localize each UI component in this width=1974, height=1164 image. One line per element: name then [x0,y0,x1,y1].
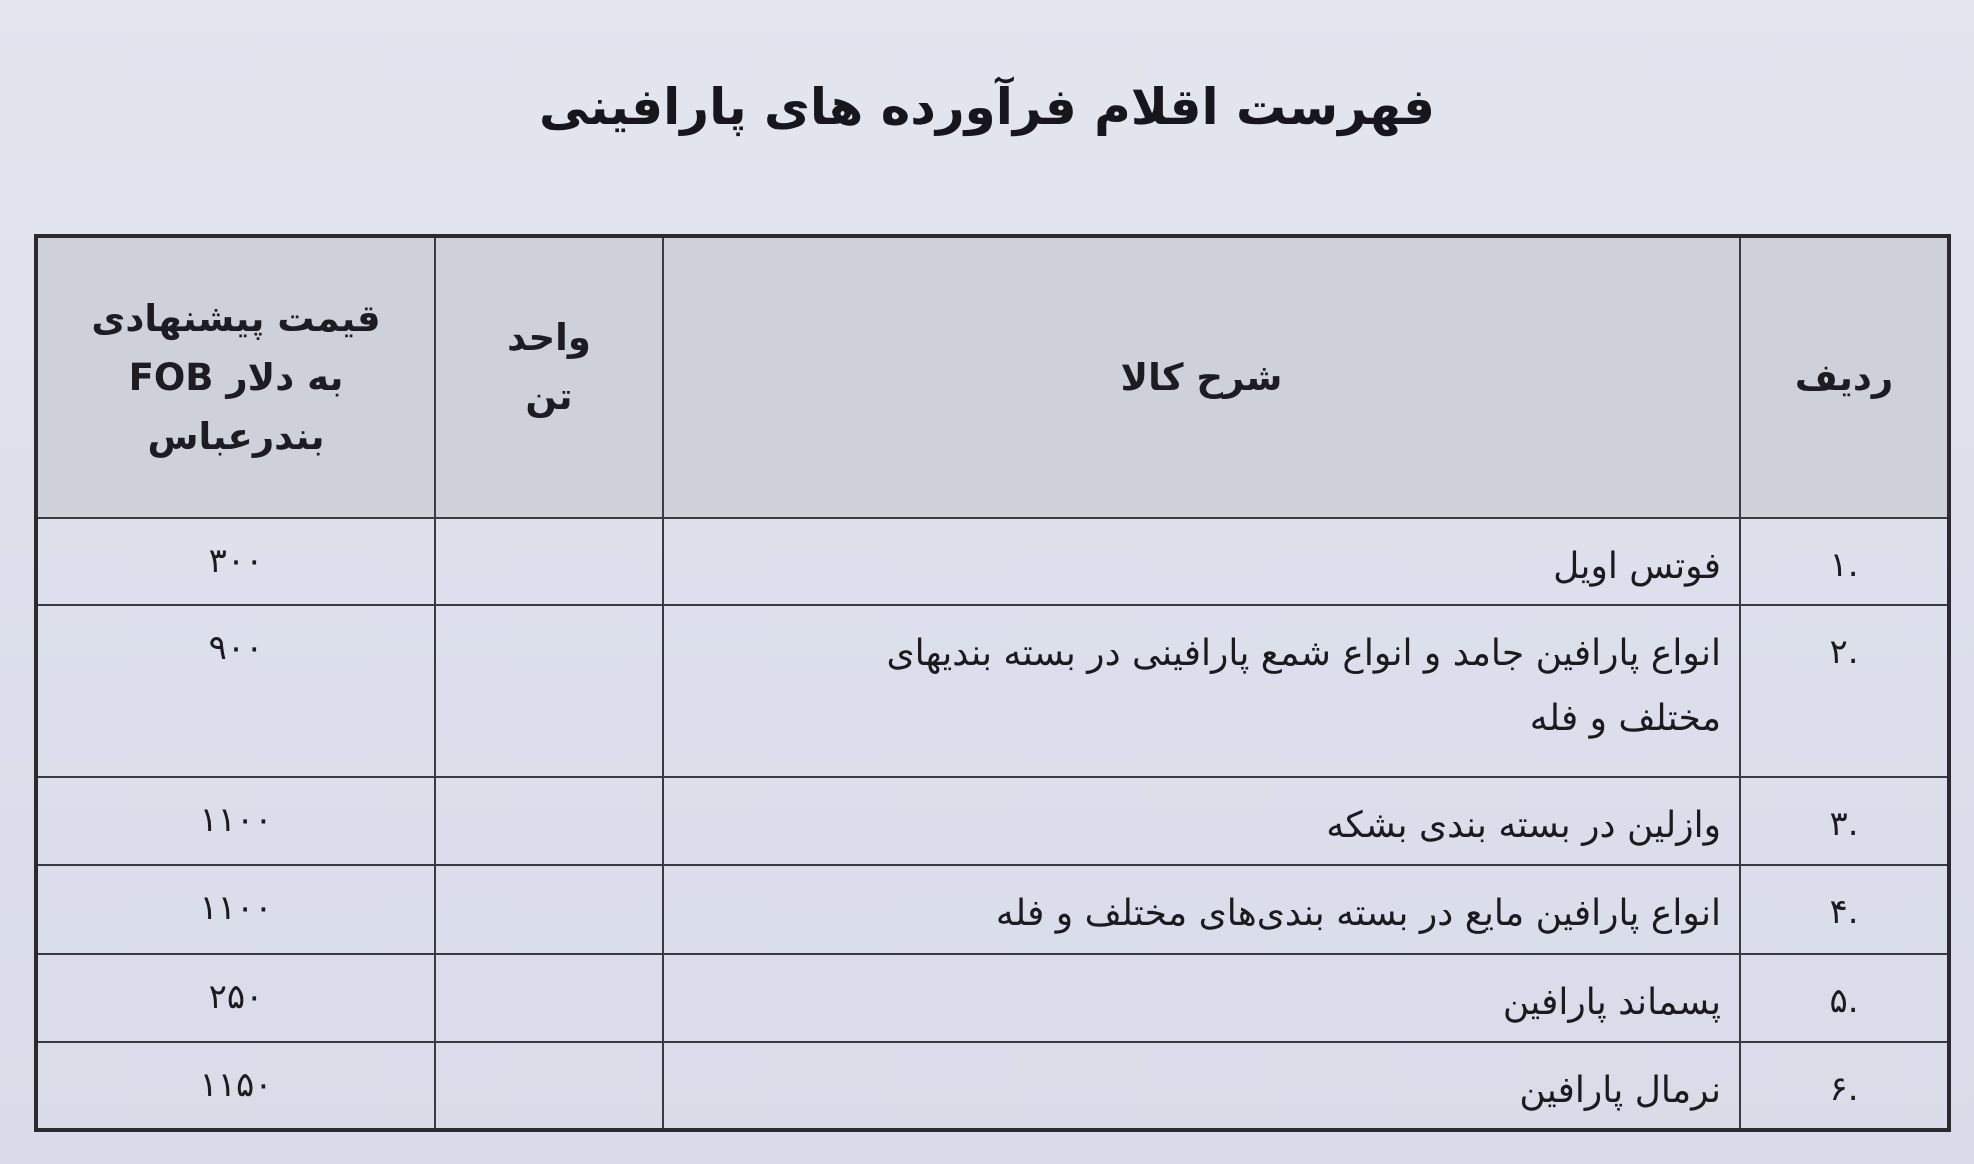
table-row [36,865,1949,953]
row-price: ۳۰۰ [36,518,435,605]
row-number: .۳ [1740,777,1949,865]
header-description-label: شرح کالا [1120,355,1283,399]
row-description-line1: انواع پارافین جامد و انواع شمع پارافینی در بسته بندیهای [886,632,1721,674]
row-description: فوتس اویل [663,518,1740,605]
row-unit [435,954,663,1042]
row-number: .۲ [1740,605,1949,777]
document-title: فهرست اقلام فرآورده های پارافینی [539,78,1435,136]
table-row [36,605,1949,777]
table-row [36,954,1949,1042]
row-price: ۱۱۰۰ [36,865,435,953]
row-description: نرمال پارافین [663,1042,1740,1130]
row-description [663,605,1740,777]
header-price-line2: به دلار FOB [128,355,344,399]
row-description: وازلین در بسته بندی بشکه [663,777,1740,865]
row-description: انواع پارافین مایع در بسته بندی‌های مختلف و فله [663,865,1740,953]
row-price: ۱۱۵۰ [36,1042,435,1130]
row-price: ۹۰۰ [36,605,435,777]
row-unit [435,518,663,605]
row-number: .۱ [1740,518,1949,605]
header-price-line1: قیمت پیشنهادی [91,296,381,340]
header-row-number [1740,236,1949,518]
header-unit-label: واحد [507,316,591,359]
table-header-row [36,236,1949,518]
row-number: .۵ [1740,954,1949,1042]
products-table [34,234,1951,1132]
row-unit [435,865,663,953]
row-unit [435,777,663,865]
header-description [663,236,1740,518]
table-row [36,1042,1949,1130]
row-number: .۴ [1740,865,1949,953]
row-description: پسماند پارافین [663,954,1740,1042]
header-unit [435,236,663,518]
header-price-line3: بندرعباس [147,414,325,458]
row-unit [435,1042,663,1130]
header-row-number-label: ردیف [1794,355,1894,399]
table-row [36,777,1949,865]
header-unit-value: تن [525,375,573,419]
row-unit [435,605,663,777]
row-number: .۶ [1740,1042,1949,1130]
row-price: ۱۱۰۰ [36,777,435,865]
row-description-line2: مختلف و فله [1529,697,1721,739]
row-price: ۲۵۰ [36,954,435,1042]
table-row [36,518,1949,605]
header-price [36,236,435,518]
